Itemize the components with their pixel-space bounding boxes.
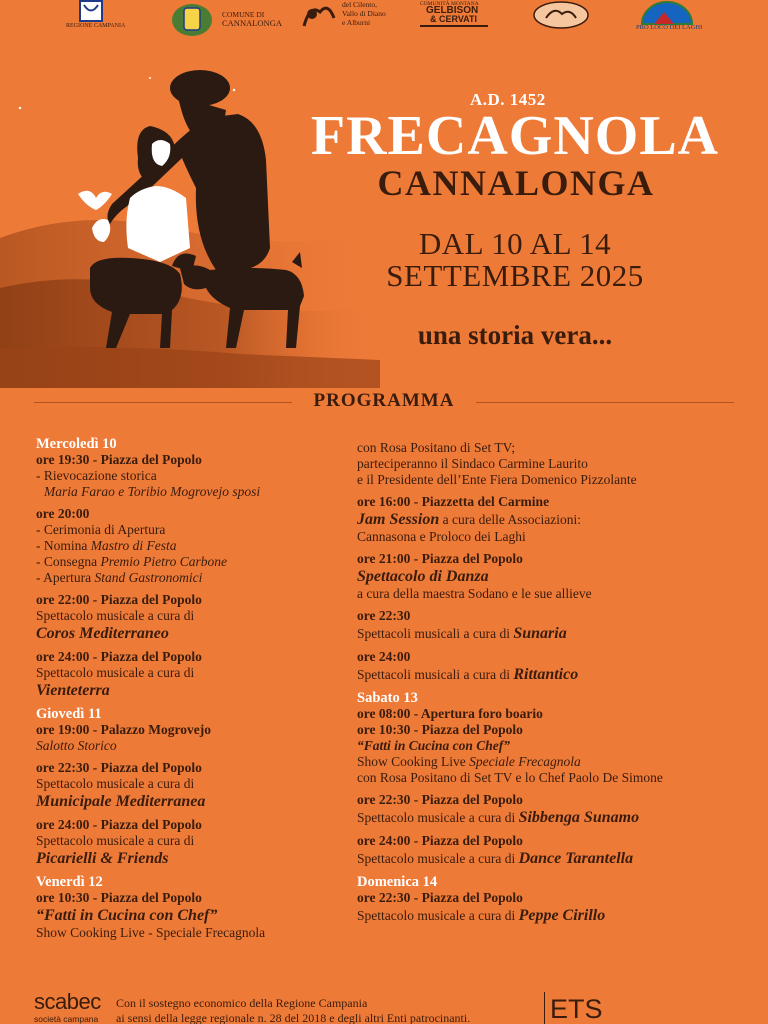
event-time: ore 24:00 [357,649,411,664]
event-line: Spettacolo musicale a cura di Peppe Cirillo [357,907,606,924]
performer-name: Municipale Mediterranea [36,793,206,810]
funding-notice [116,996,536,1024]
funding-line-1: Con il sostegno economico della Regione Campania [116,996,368,1010]
event-line: Jam Session a cura delle Associazioni: [357,511,581,528]
event-time: ore 22:30 [357,608,411,623]
regione-campania-logo [66,0,126,29]
event-block [36,436,346,500]
event-time: ore 08:00 - Apertura foro boario [357,706,543,721]
event-block [357,551,757,602]
comune-caption-2: CANNALONGA [222,18,282,28]
event-block [357,608,757,643]
programma-divider-left [34,402,292,403]
performer-name: Coros Mediterraneo [36,625,169,642]
event-time: ore 19:30 - Piazza del Popolo [36,452,202,467]
tagline: una storia vera... [417,320,613,350]
dates-line-1: DAL 10 AL 14 [418,226,612,261]
event-line: Spettacolo musicale a cura di [36,833,195,848]
day-heading: Sabato 13 [357,690,418,706]
funding-line-2: ai sensi della legge regionale n. 28 del 2018 e degli altri Enti patrocinanti. [116,1011,471,1024]
event-time: ore 21:00 - Piazza del Popolo [357,551,523,566]
sponsor-logos [0,0,768,44]
event-line: “Fatti in Cucina con Chef” [357,738,511,753]
pro-loco-caption: PRO LOCO DEI LAGHI [636,24,703,31]
event-block [357,649,757,684]
event-dates [350,228,680,292]
event-time: ore 24:00 - Piazza del Popolo [36,817,202,832]
event-line: e il Presidente dell’Ente Fiera Domenico Pizzolante [357,472,637,487]
event-block [36,649,346,700]
pro-loco-logo [634,0,703,31]
gelbison-top: COMUNITÀ MONTANA [420,1,479,7]
year-label: A.D. 1452 [470,90,546,109]
programma-right-column [357,440,757,931]
event-line: Show Cooking Live Speciale Frecagnola [357,754,581,769]
day-heading: Domenica 14 [357,874,438,890]
event-line: - Rievocazione storica [36,468,157,483]
day-heading: Venerdì 12 [36,874,103,890]
event-line: Spettacolo musicale a cura di Sibbenga Sunamo [357,809,640,826]
event-title: FRECAGNOLA [310,105,720,167]
event-block [36,506,346,586]
event-time: ore 20:00 [36,506,90,521]
parco-cilento-logo [298,0,386,35]
comune-caption-1: COMUNE DI [222,10,265,19]
event-block [36,760,346,811]
event-line: - Cerimonia di Apertura [36,522,166,537]
event-block [357,833,757,868]
event-line: Show Cooking Live - Speciale Frecagnola [36,925,266,940]
event-time: ore 10:30 - Piazza del Popolo [357,722,523,737]
event-block [357,690,757,786]
event-line: Spettacolo musicale a cura di Dance Tarantella [357,850,634,867]
event-time: ore 16:00 - Piazzetta del Carmine [357,494,550,509]
scabec-subtitle: società campana [34,1014,99,1024]
event-block [357,440,757,488]
circle-badge-logo [532,0,590,35]
event-line: Spettacoli musicali a cura di Rittantico [357,666,579,683]
event-line: Spettacoli musicali a cura di Sunaria [357,625,567,642]
event-line: a cura della maestra Sodano e le sue allieve [357,586,592,601]
event-line: Spettacolo musicale a cura di [36,665,195,680]
event-time: ore 24:00 - Piazza del Popolo [357,833,523,848]
event-time: ore 22:30 - Piazza del Popolo [357,890,523,905]
day-heading: Mercoledì 10 [36,436,117,452]
event-line: Spettacolo musicale a cura di [36,608,195,623]
event-subtitle: CANNALONGA [377,163,655,203]
event-line: Maria Farao e Toribio Mogrovejo sposi [44,484,261,499]
scabec-logo: scabec [34,989,101,1014]
footer [0,988,768,1024]
event-time: ore 22:30 - Piazza del Popolo [36,760,202,775]
performer-name: Spettacolo di Danza [357,568,489,585]
gelbison-name: GELBISON [426,5,479,16]
parco-line1: del Cilento, [342,0,377,9]
event-time: ore 19:00 - Palazzo Mogrovejo [36,722,211,737]
event-line: Spettacolo musicale a cura di [36,776,195,791]
event-time: ore 22:30 - Piazza del Popolo [357,792,523,807]
event-line: con Rosa Positano di Set TV e lo Chef Paolo De Simone [357,770,663,785]
event-line: “Fatti in Cucina con Chef” [36,907,218,924]
event-block [357,792,757,827]
event-line: - Consegna Premio Pietro Carbone [36,554,227,569]
parco-line3: e Alburni [342,18,371,27]
programma-left-column [36,436,346,947]
event-block [36,706,346,754]
event-line: - Nomina Mastro di Festa [36,538,177,553]
event-time: ore 10:30 - Piazza del Popolo [36,890,202,905]
event-line: parteciperanno il Sindaco Carmine Laurito [357,456,588,471]
event-block [357,874,757,925]
performer-name: Vienteterra [36,682,110,699]
gelbison-name-2: & CERVATI [430,14,478,24]
footer-divider [544,992,545,1024]
event-time: ore 24:00 - Piazza del Popolo [36,649,202,664]
event-block [36,874,346,941]
day-heading: Giovedì 11 [36,706,102,722]
event-time: ore 22:00 - Piazza del Popolo [36,592,202,607]
parco-line2: Vallo di Diano [342,9,386,18]
event-line: Cannasona e Proloco dei Laghi [357,529,526,544]
event-line: Salotto Storico [36,738,117,753]
programma-divider-right [476,402,734,403]
performer-name: Picarielli & Friends [36,850,169,867]
event-block [36,592,346,643]
ets-logo: ETS [550,994,603,1024]
comune-cannalonga-logo [170,2,282,43]
event-block [357,494,757,545]
event-line: con Rosa Positano di Set TV; [357,440,516,455]
dates-line-2: SETTEMBRE 2025 [386,258,644,293]
event-line: - Apertura Stand Gastronomici [36,570,203,585]
regione-campania-caption: REGIONE CAMPANIA [66,23,126,29]
event-block [36,817,346,868]
programma-title: PROGRAMMA [313,390,455,411]
